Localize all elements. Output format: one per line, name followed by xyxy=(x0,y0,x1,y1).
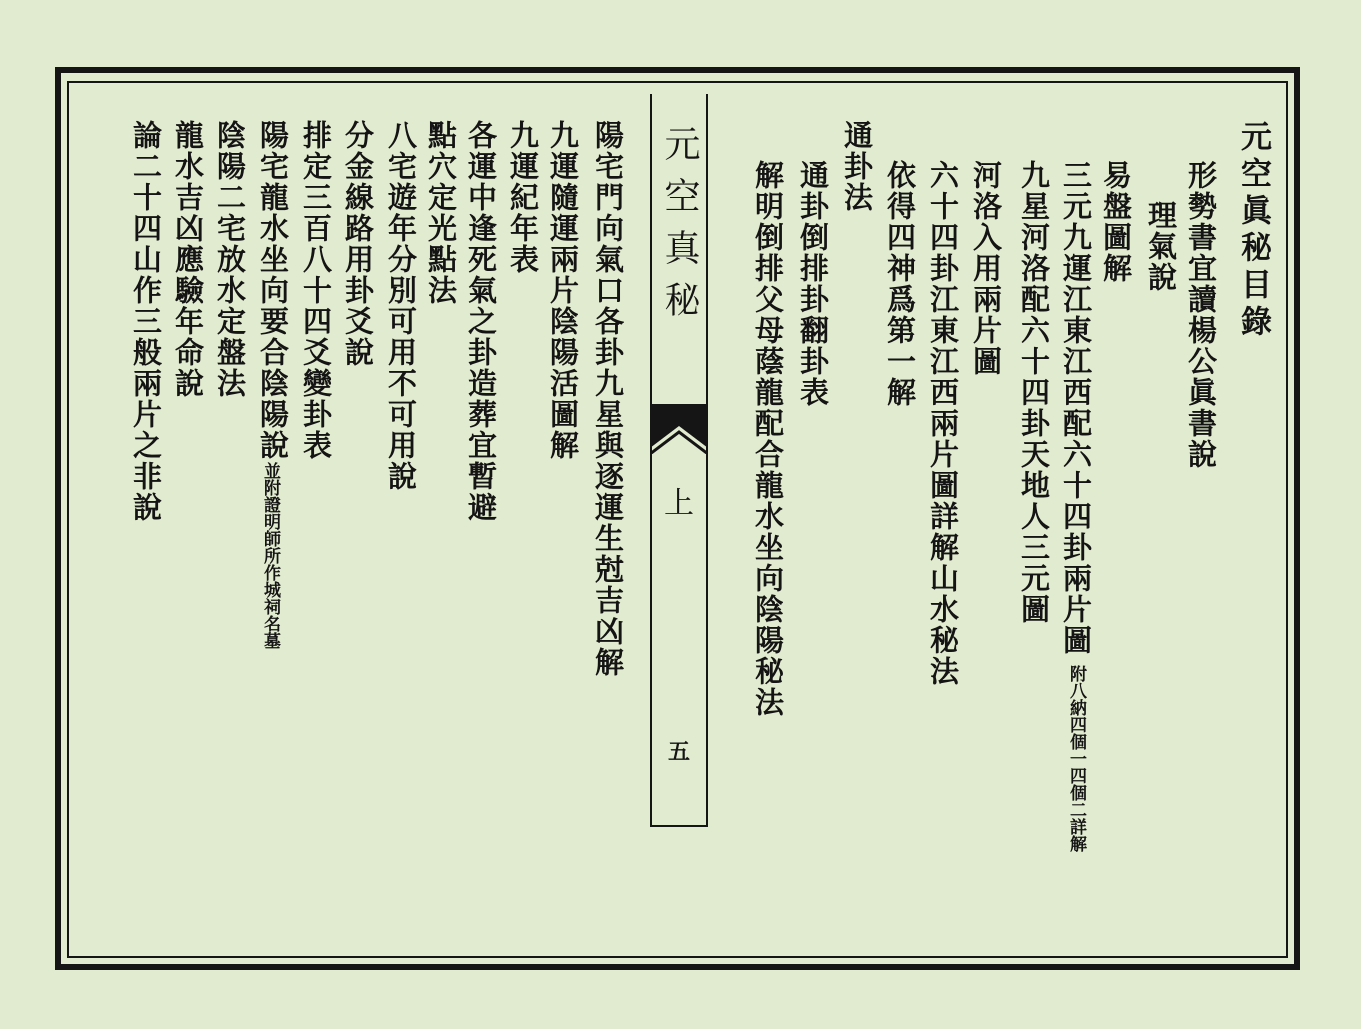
toc-entry: 理氣說 xyxy=(1144,200,1178,293)
toc-entry: 九星河洛配六十四卦天地人三元圖 xyxy=(1017,160,1051,625)
spine-title: 元空真秘 xyxy=(659,125,700,333)
fishtail-mark xyxy=(650,404,708,454)
spine-page-number: 五 xyxy=(667,739,690,765)
toc-entry: 陽宅門向氣口各卦九星與逐運生尅吉凶解 xyxy=(591,120,625,678)
toc-note: 附八納四個一四個二詳解 xyxy=(1066,665,1086,852)
toc-entry: 解明倒排父母蔭龍配合龍水坐向陰陽秘法 xyxy=(751,160,785,718)
toc-entry: 九運隨運兩片陰陽活圖解 xyxy=(546,120,580,461)
toc-entry: 九運紀年表 xyxy=(506,120,540,275)
toc-entry: 依得四神爲第一解 xyxy=(883,160,917,408)
toc-entry: 三元九運江東江西配六十四卦兩片圖 xyxy=(1059,160,1093,656)
toc-entry: 論二十四山作三般兩片之非說 xyxy=(129,120,163,523)
toc-title: 元空眞秘目錄 xyxy=(1235,120,1271,342)
toc-entry: 通卦倒排卦翻卦表 xyxy=(796,160,830,408)
toc-entry: 點穴定光點法 xyxy=(424,120,458,306)
toc-entry: 各運中逢死氣之卦造葬宜暫避 xyxy=(464,120,498,523)
toc-entry: 形勢書宜讀楊公眞書說 xyxy=(1184,160,1218,470)
toc-entry: 分金線路用卦爻說 xyxy=(341,120,375,368)
toc-entry: 六十四卦江東江西兩片圖詳解山水秘法 xyxy=(926,160,960,687)
spine-divider xyxy=(650,825,708,827)
toc-entry: 通卦法 xyxy=(840,120,874,213)
toc-entry: 八宅遊年分別可用不可用說 xyxy=(384,120,418,492)
toc-entry: 河洛入用兩片圖 xyxy=(969,160,1003,377)
toc-entry: 易盤圖解 xyxy=(1099,160,1133,284)
toc-entry: 陰陽二宅放水定盤法 xyxy=(213,120,247,399)
spine-volume: 上 xyxy=(664,486,694,521)
toc-note: 並附證明師所作城祠名墓 xyxy=(260,462,280,649)
toc-entry: 排定三百八十四爻變卦表 xyxy=(299,120,333,461)
toc-entry: 龍水吉凶應驗年命說 xyxy=(171,120,205,399)
toc-entry: 陽宅龍水坐向要合陰陽說 xyxy=(256,120,290,461)
